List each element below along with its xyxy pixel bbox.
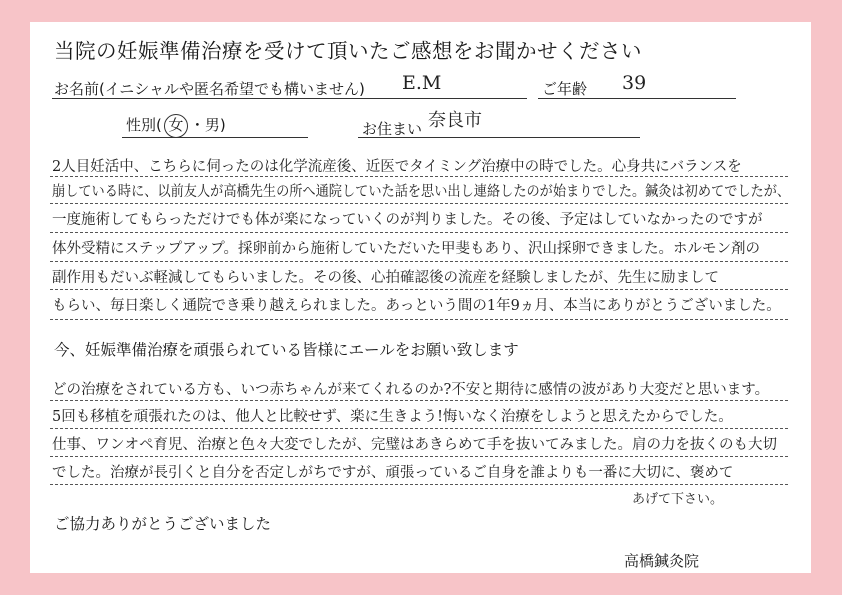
sex-field <box>126 114 226 138</box>
impression-line: 副作用もだいぶ軽減してもらいました。その後、心拍確認後の流産を経験しましたが、先生に励まして <box>52 270 719 286</box>
ruled-line <box>50 261 788 262</box>
name-underline <box>52 98 527 99</box>
survey-sheet <box>30 22 811 573</box>
ruled-line <box>50 400 788 401</box>
ruled-line <box>50 176 788 177</box>
impression-line: 崩している時に、以前友人が高橋先生の所へ通院していた話を思い出し連絡したのが始まりでした。鍼灸は初めてでしたが、 <box>52 184 791 200</box>
ruled-line <box>50 232 788 233</box>
impression-line: 一度施術してもらっただけでも体が楽になっていくのが判りました。その後、予定はしていなかったのですが <box>52 212 763 228</box>
message-heading: 今、妊娠準備治療を頑張られている皆様にエールをお願い致します <box>54 341 519 359</box>
ruled-line <box>50 484 788 485</box>
ruled-line <box>50 319 788 320</box>
sex-label: 性別 <box>126 116 157 134</box>
sex-option-female: 女 <box>164 114 188 138</box>
ruled-line <box>50 289 788 290</box>
address-underline <box>358 137 640 138</box>
message-line: どの治療をされている方も、いつ赤ちゃんが来てくれるのか?不安と期待に感情の波があり大変だと思います。 <box>52 382 770 398</box>
message-line: あげて下さい。 <box>632 492 724 507</box>
name-label: お名前(イニシャルや匿名希望でも構いません) <box>54 80 365 98</box>
closing-text: ご協力ありがとうございました <box>54 515 272 533</box>
sex-underline <box>122 137 308 138</box>
ruled-line <box>50 203 788 204</box>
address-label: お住まい <box>362 120 423 138</box>
sex-separator: ・ <box>189 116 205 134</box>
page-title: 当院の妊娠準備治療を受けて頂いたご感想をお聞かせください <box>54 39 642 63</box>
age-label: ご年齢 <box>542 80 588 98</box>
ruled-line <box>50 428 788 429</box>
impression-line: 体外受精にステップアップ。採卵前から施術していただいた甲斐もあり、沢山採卵できました。ホルモン剤の <box>52 241 761 257</box>
clinic-name: 高橋鍼灸院 <box>624 552 700 570</box>
message-line: 5回も移植を頑張れたのは、他人と比較せず、楽に生きよう!悔いなく治療をしようと思えたからでした。 <box>52 409 733 425</box>
name-value: E.M <box>402 72 442 94</box>
sex-close-paren: ) <box>219 116 226 134</box>
address-value: 奈良市 <box>428 110 482 131</box>
sex-open-paren: ( <box>156 116 162 134</box>
ruled-line <box>50 456 788 457</box>
impression-line: もらい、毎日楽しく通院でき乗り越えられました。あっという間の1年9ヵ月、本当にありがとうございました。 <box>52 298 781 314</box>
message-line: 仕事、ワンオペ育児、治療と色々大変でしたが、完璧はあきらめて手を抜いてみました。肩の力を抜くのも大切 <box>52 437 777 453</box>
age-underline <box>538 98 736 99</box>
sex-option-male: 男 <box>204 116 220 134</box>
age-value: 39 <box>622 72 647 94</box>
message-line: でした。治療が長引くと自分を否定しがちですが、頑張っているご自身を誰よりも一番に大切に、褒めて <box>52 465 734 481</box>
impression-line: 2人目妊活中、こちらに伺ったのは化学流産後、近医でタイミング治療中の時でした。心身共にバランスを <box>52 159 742 175</box>
